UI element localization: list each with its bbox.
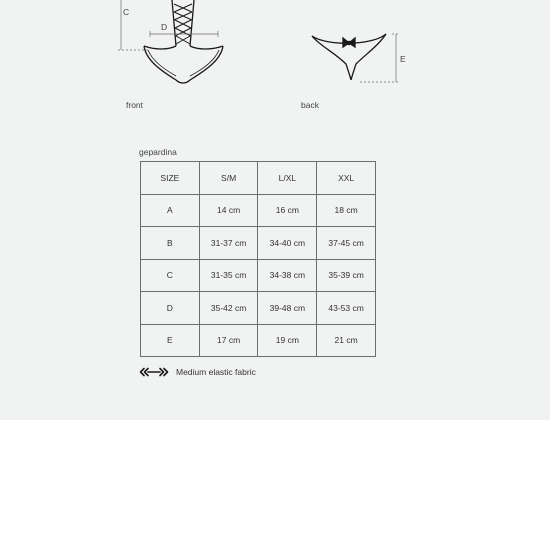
back-garment-drawing — [312, 34, 386, 80]
table-cell: 34-38 cm — [258, 259, 317, 292]
table-cell: 35-42 cm — [199, 292, 258, 325]
fabric-legend — [139, 367, 256, 377]
dimension-e-label: E — [400, 54, 406, 64]
size-table-header: SIZE — [141, 162, 200, 195]
size-table-header: XXL — [317, 162, 376, 195]
table-cell: 35-39 cm — [317, 259, 376, 292]
table-cell: 31-37 cm — [199, 227, 258, 260]
size-table-header: L/XL — [258, 162, 317, 195]
table-cell: 14 cm — [199, 194, 258, 227]
table-cell: 43-53 cm — [317, 292, 376, 325]
dimension-d-label: D — [161, 22, 168, 32]
table-cell: 39-48 cm — [258, 292, 317, 325]
size-table-header: S/M — [199, 162, 258, 195]
table-row — [141, 194, 376, 227]
table-cell: E — [141, 324, 200, 357]
table-cell: 19 cm — [258, 324, 317, 357]
table-cell: 18 cm — [317, 194, 376, 227]
table-cell: 17 cm — [199, 324, 258, 357]
table-row — [141, 259, 376, 292]
dimension-c-label: C — [123, 7, 130, 17]
size-table-header-row — [141, 162, 376, 195]
table-cell: 21 cm — [317, 324, 376, 357]
table-row — [141, 324, 376, 357]
garment-illustrations — [0, 0, 550, 140]
table-cell: 31-35 cm — [199, 259, 258, 292]
table-cell: 16 cm — [258, 194, 317, 227]
table-cell: A — [141, 194, 200, 227]
table-cell: C — [141, 259, 200, 292]
front-garment-drawing — [144, 0, 223, 83]
back-view-label: back — [301, 100, 319, 110]
table-row — [141, 227, 376, 260]
table-cell: 34-40 cm — [258, 227, 317, 260]
front-view-label: front — [126, 100, 144, 110]
table-cell: 37-45 cm — [317, 227, 376, 260]
table-cell: D — [141, 292, 200, 325]
fabric-legend-text: Medium elastic fabric — [176, 367, 256, 377]
size-table — [140, 161, 376, 357]
elastic-arrows-icon — [139, 367, 169, 377]
table-row — [141, 292, 376, 325]
table-cell: B — [141, 227, 200, 260]
product-name: gepardina — [139, 147, 177, 157]
